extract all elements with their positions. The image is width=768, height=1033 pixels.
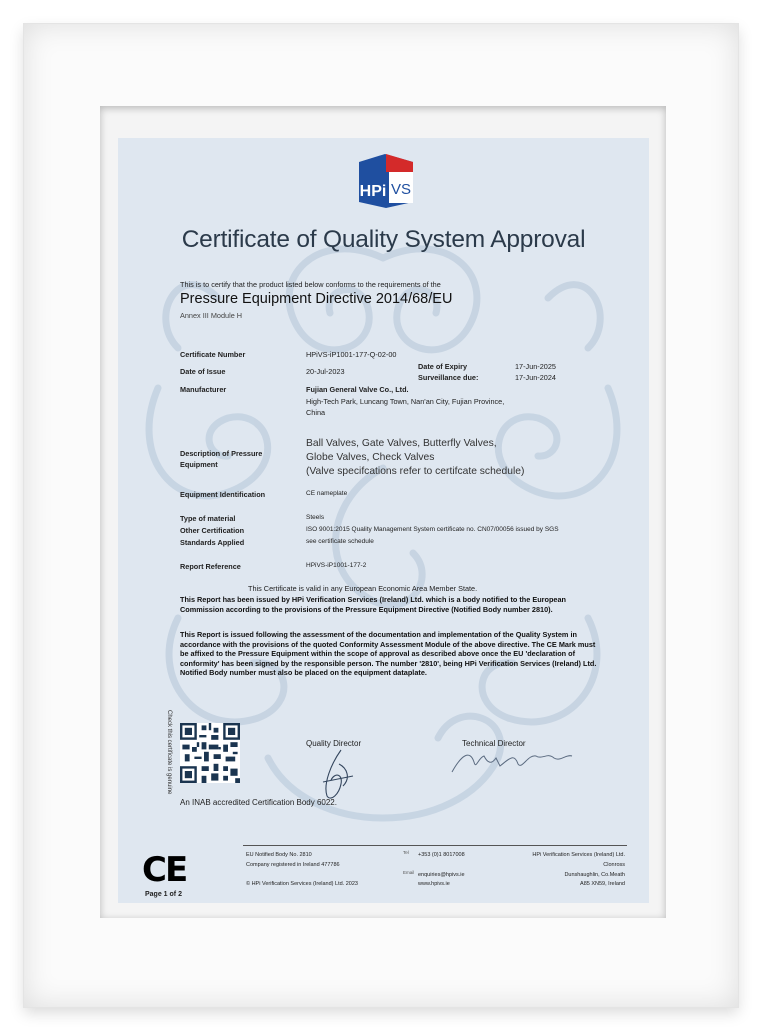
validity-note: This Certificate is valid in any European Economic Area Member State. xyxy=(248,584,478,593)
report-label: Report Reference xyxy=(180,562,241,571)
equipment-id-value: CE nameplate xyxy=(306,490,348,497)
manufacturer-name: Fujian General Valve Co., Ltd. xyxy=(306,385,409,394)
expiry-value: 17-Jun-2025 xyxy=(515,362,556,371)
manufacturer-address-1: High-Tech Park, Luncang Town, Nan'an City, Fujian Province, xyxy=(306,397,505,406)
surveillance-value: 17-Jun-2024 xyxy=(515,373,556,382)
report-value: HPiVS-iP1001-177-2 xyxy=(306,562,367,569)
material-label: Type of material xyxy=(180,514,236,523)
cert-number-value: HPiVS-iP1001-177-Q-02-00 xyxy=(306,350,397,359)
assessment-paragraph: This Report is issued following the assessment of the documentation and implementation of the Quality System in accordance with the provisions of the quoted Conformity Assessment Module of the above directive. The CE Mark must be affixed to the Pressure Equipment within the scope of approval as described above once the EU 'declaration of conformity' has been signed by the responsible person. The number '2810', being HPi Verification Services (Ireland) Ltd. Notified Body number must also be placed on the equipment dataplate. xyxy=(180,630,597,678)
website: www.hpivs.ie xyxy=(418,881,450,887)
expiry-label: Date of Expiry xyxy=(418,362,468,371)
hpivs-logo xyxy=(355,152,417,208)
manufacturer-address-2: China xyxy=(306,408,326,417)
standards-label: Standards Applied xyxy=(180,538,245,547)
cert-number-label: Certificate Number xyxy=(180,350,246,359)
address-line-3: Dunshaughlin, Co.Meath xyxy=(564,872,625,878)
inab-note: An INAB accredited Certification Body 6022. xyxy=(180,798,337,807)
page-number: Page 1 of 2 xyxy=(145,891,182,898)
footer-divider xyxy=(243,845,627,846)
intro-text: This is to certify that the product listed below conforms to the requirements of the xyxy=(180,280,441,289)
annex-text: Annex III Module H xyxy=(180,311,243,320)
material-value: Steels xyxy=(306,514,325,521)
company-registration: Company registered in Ireland 477786 xyxy=(246,862,340,868)
copyright-notice: © HPi Verification Services (Ireland) Ltd. 2023 xyxy=(246,881,358,887)
verification-qr-code[interactable] xyxy=(180,723,240,783)
logo-text-left: HPi xyxy=(359,183,387,200)
address-line-2: Clonross xyxy=(603,862,625,868)
other-cert-value: ISO 9001:2015 Quality Management System certificate no. CN07/00056 issued by SGS xyxy=(306,526,559,533)
quality-director-label: Quality Director xyxy=(306,739,362,748)
date-issue-value: 20-Jul-2023 xyxy=(306,367,345,376)
address-line-1: HPi Verification Services (Ireland) Ltd. xyxy=(532,852,625,858)
qr-check-note: Check this certificate is genuine xyxy=(166,710,172,795)
notified-body-paragraph: This Report has been issued by HPi Verification Services (Ireland) Ltd. which is a body notified to the European Commission according to the provisions of the Pressure Equipment Directive (Notified Body number 2810). xyxy=(180,595,566,614)
email-address: enquiries@hpivs.ie xyxy=(418,872,465,878)
description-line-3: (Valve specifcations refer to certifcate schedule) xyxy=(306,466,525,477)
address-line-4: A85 XN59, Ireland xyxy=(580,881,625,887)
email-label: Email xyxy=(403,870,415,875)
logo-text-right: VS xyxy=(390,181,412,198)
certificate-document xyxy=(118,138,649,903)
description-label-2: Equipment xyxy=(180,460,218,469)
notified-body-number: EU Notified Body No. 2810 xyxy=(246,852,312,858)
directive-title: Pressure Equipment Directive 2014/68/EU xyxy=(180,291,453,307)
description-label-1: Description of Pressure xyxy=(180,449,263,458)
other-cert-label: Other Certification xyxy=(180,526,245,535)
description-line-2: Globe Valves, Check Valves xyxy=(306,452,435,463)
manufacturer-label: Manufacturer xyxy=(180,385,227,394)
technical-director-label: Technical Director xyxy=(462,739,526,748)
surveillance-label: Surveillance due: xyxy=(418,373,479,382)
date-issue-label: Date of Issue xyxy=(180,367,226,376)
tel-label: Tel xyxy=(403,850,409,855)
standards-value: see certificate schedule xyxy=(306,538,374,545)
description-line-1: Ball Valves, Gate Valves, Butterfly Valves, xyxy=(306,438,497,449)
technical-director-signature xyxy=(448,744,578,778)
quality-director-signature xyxy=(313,744,363,804)
telephone: +353 (0)1 8017008 xyxy=(418,852,465,858)
equipment-id-label: Equipment Identification xyxy=(180,490,266,499)
ce-mark: CE xyxy=(142,850,187,890)
certificate-title: Certificate of Quality System Approval xyxy=(181,226,586,253)
